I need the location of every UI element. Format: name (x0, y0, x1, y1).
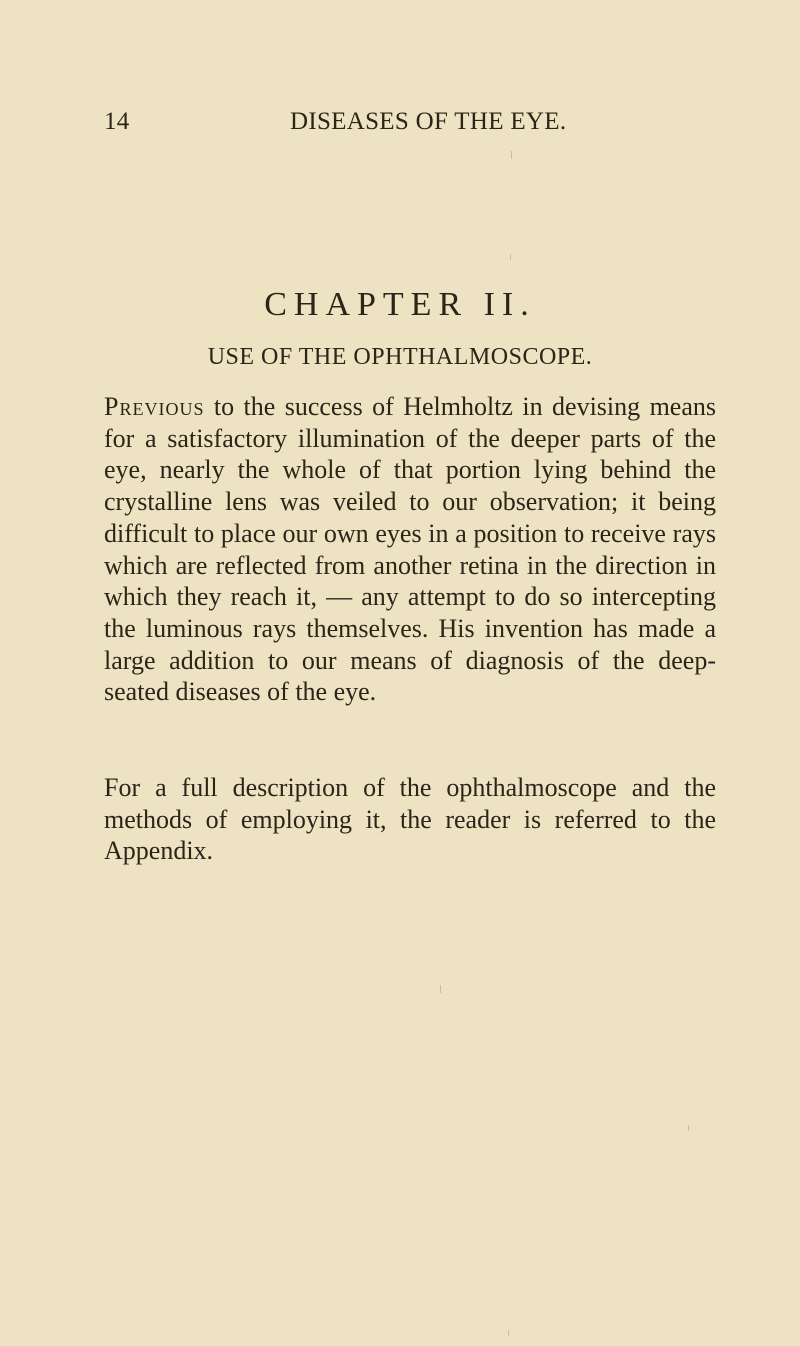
paragraph-1-text: to the success of Helmholtz in devising means for a satisfactory illumination of the deeper parts of the eye, nearly the whole of that portion lying behind the crystalline lens was veiled to our observation; it being difficult to place our own eyes in a position to receive rays which are reflected from another retina in the direction in which they reach it, — any attempt to do so intercepting the luminous rays themselves. His invention has made a large addition to our means of diagnosis of the deep-seated diseases of the eye. (104, 392, 716, 707)
paragraph-2 (104, 772, 716, 867)
paper-speck (440, 985, 441, 993)
paragraph-2-text: For a full description of the ophthalmoscope and the methods of employing it, the reader is referred to the Appendix. (104, 773, 716, 866)
paragraph-lead-word: Previous (104, 392, 205, 421)
paragraph-1 (104, 391, 716, 708)
running-head (104, 108, 710, 138)
paper-speck (511, 151, 512, 159)
chapter-title: USE OF THE OPHTHALMOSCOPE. (207, 344, 593, 370)
paper-speck (510, 254, 511, 260)
paper-speck (688, 1125, 689, 1131)
chapter-heading: CHAPTER II. (264, 286, 536, 323)
running-title: DISEASES OF THE EYE. (290, 108, 567, 135)
page-number: 14 (104, 108, 130, 135)
paper-speck (508, 1330, 509, 1336)
